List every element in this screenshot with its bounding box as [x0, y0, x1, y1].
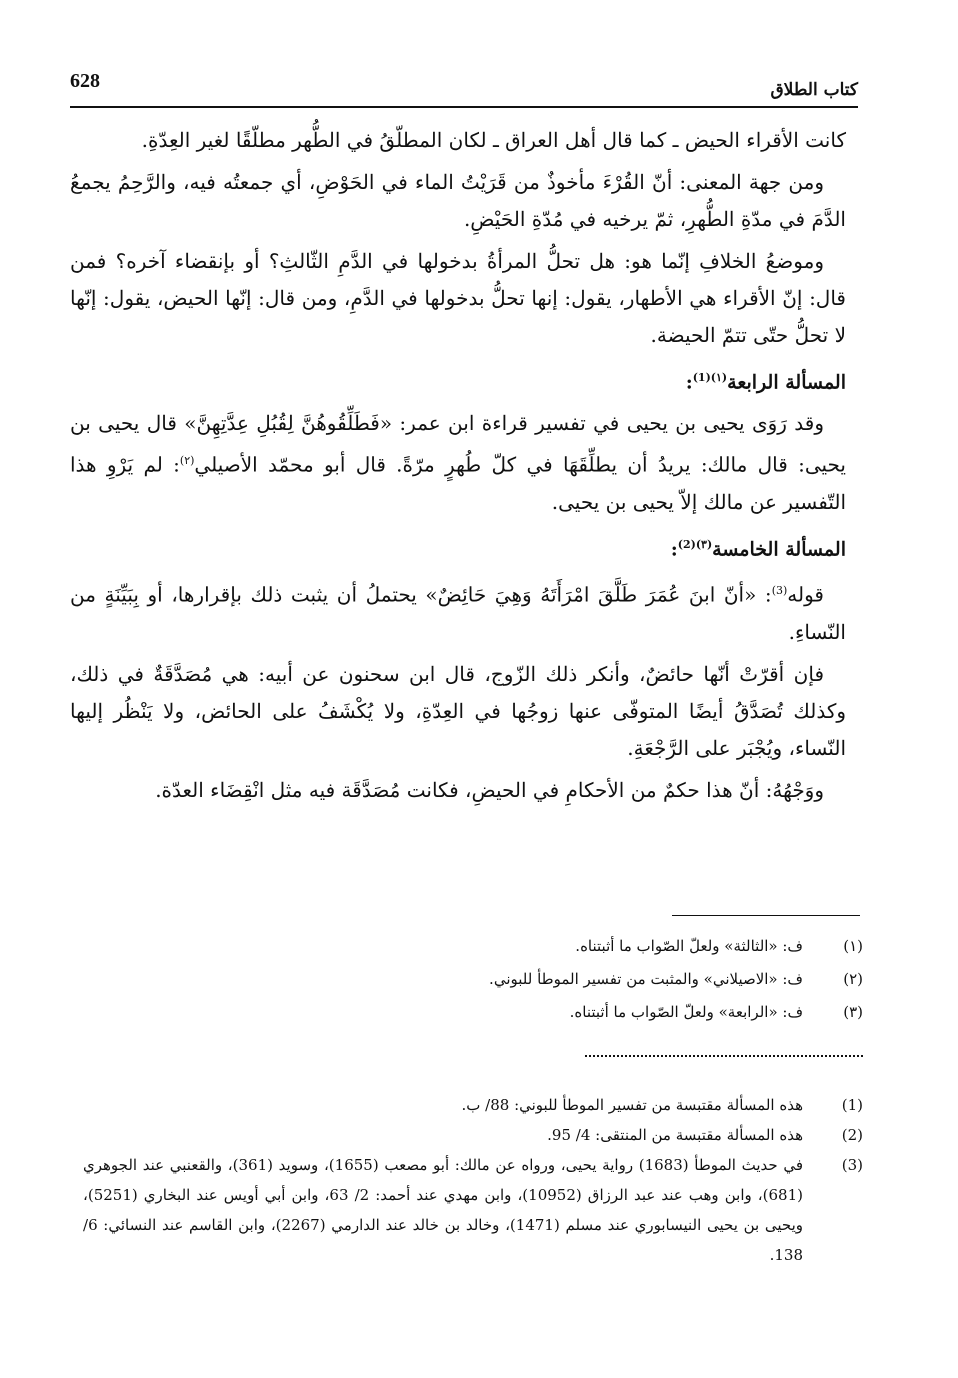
- paragraph-text: وقد رَوَى يحيى بن يحيى في تفسير قراءة ابن عمر: «فَطَلِّقُوهُنَّ لِقُبُلِ عِدَّتِهِنَّ» قال يحيى بن يحيى: قال مالك: يريدُ أن يطلِّقَهَا في كلّ طُهرٍ مرّةً. قال أبو محمّد الأصيلي: [70, 411, 846, 477]
- footnote-item: [83, 1090, 863, 1120]
- footnote-item: [163, 963, 863, 996]
- footnote-item: [83, 1150, 863, 1270]
- main-text: [70, 122, 846, 814]
- page-header: [70, 66, 858, 108]
- footnotes-editorial: [163, 930, 863, 1029]
- footnote-number: (1): [841, 1096, 863, 1114]
- paragraph: وموضعُ الخلافِ إنّما هو: هل تحلُّ المرأةُ بدخولها في الدَّمِ الثّالثِ؟ أو بإنقضاء آخره؟ فمن قال: إنّ الأقراء هي الأطهار، يقول: إنها تحلُّ بدخولها في الدَّمِ، ومن قال: إنّها الحيض، يقول: إنّها لا تحلُّ حتّى تتمّ الحيضة.: [70, 249, 846, 347]
- heading-colon: :: [685, 371, 693, 394]
- section-heading-4: [70, 359, 846, 401]
- paragraph: [70, 572, 846, 651]
- footnote-item: [163, 996, 863, 1029]
- paragraph-text: : «أنّ ابنَ عُمَرَ طَلَّقَ امْرَأَتَهُ وَهِيَ حَائِضٌ» يحتملُ أن يثبت ذلك بإقرارها، أو بِبَيِّنَةٍ من النّساءِ.: [70, 582, 846, 644]
- footnote-item: [163, 930, 863, 963]
- footnote-number: (٣): [843, 1003, 863, 1021]
- paragraph: [70, 405, 846, 521]
- footnote-text: ف: «الثالثة» ولعلّ الصّواب ما أثبتناه.: [575, 937, 803, 955]
- footnote-ref: (3): [771, 584, 788, 598]
- footnote-number: (٢): [843, 970, 863, 988]
- paragraph: كانت الأقراء الحيض ـ كما قال أهل العراق ـ لكان المطلّقُ في الطُّهر مطلّقًا لغير العِدّةِ.: [141, 128, 846, 152]
- footnote-ref: (٣)(2): [677, 537, 713, 551]
- footnote-text: هذه المسألة مقتبسة من المنتقى: 4/ 95.: [547, 1126, 803, 1144]
- footnote-ref: (١)(1): [692, 371, 728, 384]
- page-number: 628: [70, 70, 100, 92]
- paragraph-text: : لم يَرْوِ هذا التّفسير عن مالك إلاّ يحيى بن يحيى.: [70, 452, 846, 514]
- footnote-item: [83, 1120, 863, 1150]
- footnote-text: هذه المسألة مقتبسة من تفسير الموطأ للبوني: 88/ ب.: [461, 1096, 803, 1114]
- paragraph: ووَجْهُهُ: أنّ هذا حكمٌ من الأحكامِ في الحيضِ، فكانت مُصَدَّقَة فيه مثل انْقِضَاء العدّة.: [155, 777, 824, 802]
- footnote-divider: [672, 915, 860, 916]
- paragraph: فإن أقرّتْ أنّها حائضٌ، وأنكر ذلك الزّوج، قال ابن سحنون عن أبيه: هي مُصَدَّقَةٌ في ذلك، وكذلك تُصَدَّقُ أيضًا المتوفّى عنها زوجُها في العِدّةِ، ولا يُكْشَفُ على الحائض، ولا يَنْظُر إليها النّساء، ويُجْبَر على الرَّجْعَةِ.: [70, 661, 846, 760]
- footnote-text: ف: «الاصيلاني» والمثبت من تفسير الموطأ للبوني.: [489, 970, 803, 988]
- footnote-ref: (٢): [179, 454, 195, 468]
- heading-colon: :: [670, 538, 678, 561]
- footnotes-sources: [83, 1090, 863, 1270]
- footnote-text: في حديث الموطأ (1683) رواية يحيى، ورواه عن مالك: أبو مصعب (1655)، وسويد (361)، والقعنبي عند الجوهري (681)، وابن وهب عند عبد الرزاق (10952)، وابن مهدي عند أحمد: 2/ 63، وابن أبي أويس عند البخاري (5251)، ويحيى بن يحيى النيسابوري عند مسلم (1471)، وخالد بن خالد عند الدارمي (2267)، وابن القاسم عند النسائي: 6/ 138.: [83, 1156, 804, 1264]
- section-heading-text: المسألة الخامسة: [712, 538, 846, 561]
- footnote-text: ف: «الرابعة» ولعلّ الصّواب ما أثبتناه.: [569, 1003, 803, 1021]
- paragraph: ومن جهة المعنى: أنّ القُرْءَ مأخوذٌ من قَرَيْتُ الماء في الحَوْضِ، أي جمعتُه فيه، والرَّحِمُ يجمعُ الدَّمَ في مدّةِ الطُّهرِ، ثمّ يرخيه في مُدّةِ الحَيْضِ.: [70, 170, 846, 231]
- book-title: كتاب الطلاق: [770, 80, 858, 100]
- footnote-number: (2): [841, 1126, 863, 1144]
- footnote-dotted-divider: [585, 1055, 863, 1057]
- section-heading-text: المسألة الرابعة: [727, 371, 846, 394]
- section-heading-5: [70, 526, 846, 568]
- paragraph-text: قوله: [787, 582, 824, 607]
- footnote-number: (3): [841, 1156, 863, 1174]
- footnote-number: (١): [843, 937, 863, 955]
